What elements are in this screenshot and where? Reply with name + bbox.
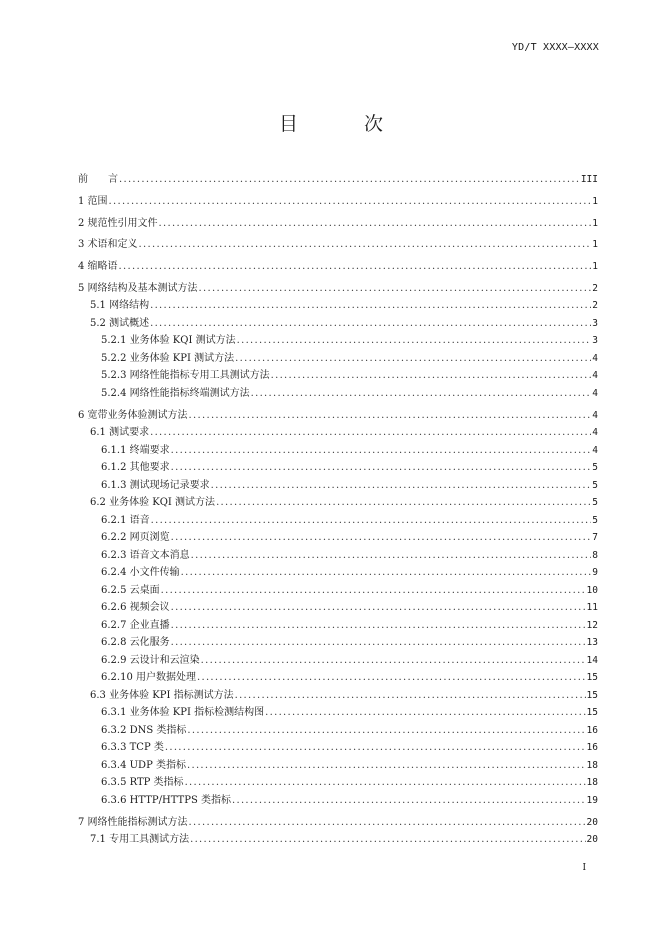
toc-entry[interactable] bbox=[78, 424, 598, 442]
toc-entry[interactable] bbox=[78, 831, 598, 849]
toc-leader-dots bbox=[235, 687, 586, 705]
toc-entry[interactable] bbox=[78, 774, 598, 792]
toc-entry[interactable] bbox=[78, 332, 598, 350]
toc-leader-dots bbox=[185, 774, 586, 792]
toc-leader-dots bbox=[171, 459, 592, 477]
toc-entry-page: 7 bbox=[592, 532, 598, 544]
toc-entry-page: 5 bbox=[592, 479, 598, 491]
toc-entry[interactable] bbox=[78, 385, 598, 403]
toc-leader-dots bbox=[151, 512, 592, 530]
toc-entry-label: 6.2.1 语音 bbox=[101, 514, 150, 526]
toc-entry-page: 5 bbox=[592, 497, 598, 509]
toc-entry-page: 1 bbox=[592, 217, 598, 229]
toc-entry-label: 5.2.2 业务体验 KPI 测试方法 bbox=[101, 352, 235, 364]
toc-entry-page: 3 bbox=[592, 317, 598, 329]
toc-entry-page: 4 bbox=[592, 370, 598, 382]
toc-entry-label: 6.3.5 RTP 类指标 bbox=[101, 777, 184, 789]
toc-entry[interactable] bbox=[78, 739, 598, 757]
toc-entry-page: 18 bbox=[586, 777, 598, 789]
toc-leader-dots bbox=[150, 297, 591, 315]
toc-leader-dots bbox=[201, 652, 586, 670]
toc-entry-page: 16 bbox=[586, 742, 598, 754]
toc-entry[interactable] bbox=[78, 407, 598, 425]
toc-entry-label: 7.1 专用工具测试方法 bbox=[90, 834, 190, 846]
toc-entry-page: 1 bbox=[592, 261, 598, 273]
toc-entry[interactable] bbox=[78, 704, 598, 722]
toc-entry-page: 20 bbox=[586, 834, 598, 846]
toc-entry-page: 20 bbox=[586, 816, 598, 828]
toc-entry[interactable] bbox=[78, 258, 598, 276]
toc-entry[interactable] bbox=[78, 297, 598, 315]
toc-entry-page: 8 bbox=[592, 549, 598, 561]
toc-entry-label: 6.1.1 终端要求 bbox=[101, 444, 170, 456]
toc-leader-dots bbox=[150, 315, 591, 333]
toc-entry-label: 3 术语和定义 bbox=[78, 239, 138, 251]
toc-entry-label: 5.1 网络结构 bbox=[90, 300, 150, 312]
toc-leader-dots bbox=[189, 407, 592, 425]
toc-entry-label: 6.2.7 企业直播 bbox=[101, 619, 170, 631]
toc-entry-label: 5.2.3 网络性能指标专用工具测试方法 bbox=[101, 370, 270, 382]
toc-entry[interactable] bbox=[78, 512, 598, 530]
toc-entry-label: 6.2.5 云桌面 bbox=[101, 584, 160, 596]
toc-entry-page: 4 bbox=[592, 427, 598, 439]
toc-leader-dots bbox=[251, 385, 592, 403]
toc-entry[interactable] bbox=[78, 547, 598, 565]
toc-leader-dots bbox=[171, 617, 586, 635]
toc-entry-page: 15 bbox=[586, 672, 598, 684]
toc-entry-page: 12 bbox=[586, 619, 598, 631]
toc-leader-dots bbox=[109, 193, 592, 211]
toc-entry-label: 6.2.4 小文件传输 bbox=[101, 567, 180, 579]
toc-leader-dots bbox=[171, 529, 592, 547]
toc-leader-dots bbox=[187, 722, 585, 740]
toc-entry[interactable] bbox=[78, 236, 598, 254]
toc-entry-page: 2 bbox=[592, 300, 598, 312]
toc-entry-page: 4 bbox=[592, 444, 598, 456]
toc-entry[interactable] bbox=[78, 171, 598, 189]
toc-entry[interactable] bbox=[78, 599, 598, 617]
toc-entry-label: 6.2.10 用户数据处理 bbox=[101, 672, 196, 684]
toc-entry[interactable] bbox=[78, 193, 598, 211]
toc-entry-label: 前 言 bbox=[78, 174, 118, 185]
toc-entry[interactable] bbox=[78, 669, 598, 687]
toc-entry[interactable] bbox=[78, 459, 598, 477]
page-title: 目 次 bbox=[278, 113, 414, 135]
toc-leader-dots bbox=[211, 477, 592, 495]
toc-entry-label: 6.2.8 云化服务 bbox=[101, 637, 170, 649]
toc-entry-page: 10 bbox=[586, 584, 598, 596]
toc-entry-page: 4 bbox=[592, 352, 598, 364]
toc-leader-dots bbox=[235, 350, 591, 368]
toc-entry-label: 5 网络结构及基本测试方法 bbox=[78, 282, 198, 294]
toc-leader-dots bbox=[171, 634, 586, 652]
toc-entry-page: 16 bbox=[586, 724, 598, 736]
toc-leader-dots bbox=[189, 814, 586, 832]
toc-entry[interactable] bbox=[78, 477, 598, 495]
toc-entry[interactable] bbox=[78, 564, 598, 582]
toc-entry-page: 1 bbox=[592, 239, 598, 251]
toc-entry[interactable] bbox=[78, 617, 598, 635]
toc-leader-dots bbox=[237, 332, 592, 350]
toc-leader-dots bbox=[171, 442, 592, 460]
toc-entry-page: 13 bbox=[586, 637, 598, 649]
toc-leader-dots bbox=[191, 547, 592, 565]
toc-entry[interactable] bbox=[78, 687, 598, 705]
toc-entry-label: 6.3.6 HTTP/HTTPS 类指标 bbox=[101, 794, 231, 806]
toc-entry-label: 7 网络性能指标测试方法 bbox=[78, 816, 188, 828]
toc-entry-label: 6.3 业务体验 KPI 指标测试方法 bbox=[90, 689, 234, 701]
toc-entry-label: 6.1.2 其他要求 bbox=[101, 462, 170, 474]
toc-entry-page: 3 bbox=[592, 335, 598, 347]
toc-entry[interactable] bbox=[78, 280, 598, 298]
toc-entry[interactable] bbox=[78, 634, 598, 652]
toc-entry-page: 19 bbox=[586, 794, 598, 806]
toc-leader-dots bbox=[197, 669, 586, 687]
toc-entry[interactable] bbox=[78, 582, 598, 600]
toc-entry-label: 6.1 测试要求 bbox=[90, 427, 150, 439]
toc-entry-label: 6.2.6 视频会议 bbox=[101, 602, 170, 614]
toc-entry[interactable] bbox=[78, 722, 598, 740]
toc-entry-label: 6.3.2 DNS 类指标 bbox=[101, 724, 187, 736]
toc-entry-page: 4 bbox=[592, 387, 598, 399]
toc-leader-dots bbox=[171, 599, 586, 617]
toc-entry-label: 6.2.2 网页浏览 bbox=[101, 532, 170, 544]
toc-entry-label: 6.2 业务体验 KQI 测试方法 bbox=[90, 497, 216, 509]
toc-leader-dots bbox=[271, 367, 592, 385]
toc-entry[interactable] bbox=[78, 757, 598, 775]
toc-entry-page: 15 bbox=[586, 707, 598, 719]
toc-entry[interactable] bbox=[78, 652, 598, 670]
page-number: I bbox=[582, 863, 586, 873]
toc-entry-label: 4 缩略语 bbox=[78, 261, 118, 273]
toc-entry[interactable] bbox=[78, 792, 598, 810]
toc-entry[interactable] bbox=[78, 367, 598, 385]
toc-leader-dots bbox=[139, 236, 592, 254]
toc-entry-label: 6 宽带业务体验测试方法 bbox=[78, 409, 188, 421]
toc-entry-label: 5.2.1 业务体验 KQI 测试方法 bbox=[101, 335, 236, 347]
toc-entry[interactable] bbox=[78, 315, 598, 333]
toc-entry-page: III bbox=[580, 174, 598, 185]
table-of-contents bbox=[78, 171, 598, 849]
toc-leader-dots bbox=[216, 494, 591, 512]
toc-entry-page: 9 bbox=[592, 567, 598, 579]
toc-entry[interactable] bbox=[78, 350, 598, 368]
toc-entry-page: 15 bbox=[586, 689, 598, 701]
toc-entry-page: 11 bbox=[586, 602, 598, 614]
toc-entry[interactable] bbox=[78, 215, 598, 233]
toc-leader-dots bbox=[181, 564, 592, 582]
toc-entry-label: 6.1.3 测试现场记录要求 bbox=[101, 479, 210, 491]
toc-entry-page: 5 bbox=[592, 462, 598, 474]
toc-entry-label: 5.2.4 网络性能指标终端测试方法 bbox=[101, 387, 250, 399]
toc-entry-label: 6.3.1 业务体验 KPI 指标检测结构图 bbox=[101, 707, 265, 719]
toc-entry[interactable] bbox=[78, 494, 598, 512]
toc-entry[interactable] bbox=[78, 814, 598, 832]
document-code: YD/T XXXX—XXXX bbox=[511, 42, 599, 53]
toc-leader-dots bbox=[187, 757, 586, 775]
toc-entry-label: 1 范围 bbox=[78, 195, 108, 207]
toc-leader-dots bbox=[190, 831, 585, 849]
toc-entry-page: 5 bbox=[592, 514, 598, 526]
toc-leader-dots bbox=[161, 582, 586, 600]
toc-entry-page: 4 bbox=[592, 409, 598, 421]
toc-leader-dots bbox=[232, 792, 586, 810]
toc-leader-dots bbox=[199, 280, 592, 298]
toc-entry[interactable] bbox=[78, 442, 598, 460]
toc-entry-label: 6.3.3 TCP 类 bbox=[101, 742, 164, 754]
toc-entry-label: 5.2 测试概述 bbox=[90, 317, 150, 329]
toc-leader-dots bbox=[119, 171, 580, 189]
toc-entry-label: 6.2.9 云设计和云渲染 bbox=[101, 654, 200, 666]
toc-leader-dots bbox=[119, 258, 592, 276]
toc-entry-label: 6.2.3 语音文本消息 bbox=[101, 549, 190, 561]
toc-entry-label: 2 规范性引用文件 bbox=[78, 217, 158, 229]
toc-entry[interactable] bbox=[78, 529, 598, 547]
toc-leader-dots bbox=[165, 739, 586, 757]
toc-leader-dots bbox=[159, 215, 592, 233]
toc-leader-dots bbox=[265, 704, 585, 722]
toc-entry-page: 14 bbox=[586, 654, 598, 666]
toc-leader-dots bbox=[150, 424, 591, 442]
toc-entry-page: 2 bbox=[592, 282, 598, 294]
toc-entry-label: 6.3.4 UDP 类指标 bbox=[101, 759, 186, 771]
toc-entry-page: 18 bbox=[586, 759, 598, 771]
toc-entry-page: 1 bbox=[592, 195, 598, 207]
